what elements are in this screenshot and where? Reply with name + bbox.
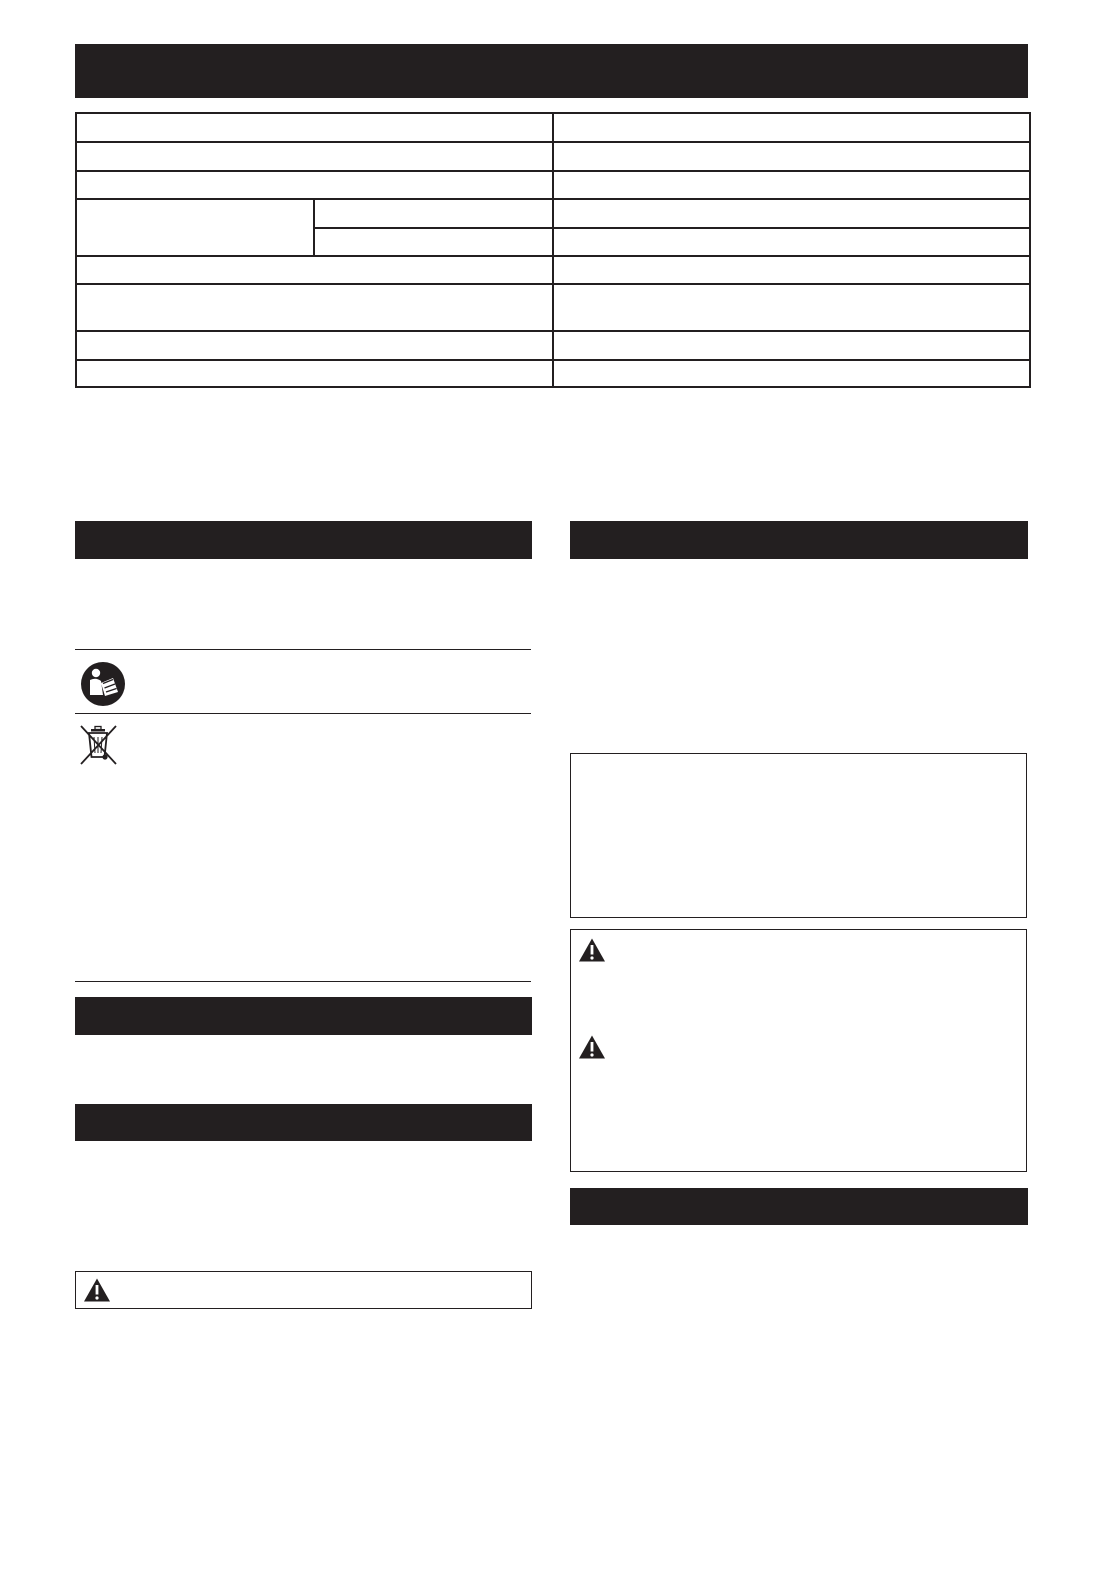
spec-value — [553, 228, 1030, 256]
divider — [75, 713, 531, 714]
spec-value — [553, 331, 1030, 360]
spec-sublabel — [314, 199, 553, 228]
spec-label — [76, 113, 553, 142]
spec-label — [76, 256, 553, 284]
spec-group-label — [76, 199, 314, 256]
spec-label — [76, 142, 553, 171]
spec-label — [76, 360, 553, 387]
divider — [75, 649, 531, 650]
spec-value — [553, 284, 1030, 331]
declaration-box — [570, 753, 1027, 918]
table-row — [76, 256, 1030, 284]
spec-value — [553, 360, 1030, 387]
table-row — [76, 284, 1030, 331]
table-row — [76, 142, 1030, 171]
spec-value — [553, 199, 1030, 228]
read-manual-icon — [80, 661, 126, 707]
vibration-section-bar — [570, 521, 1028, 559]
warning-triangle-icon — [83, 1277, 111, 1303]
spec-label — [76, 331, 553, 360]
spec-sublabel — [314, 228, 553, 256]
warning-triangle-icon — [578, 1034, 606, 1060]
spec-label — [76, 284, 553, 331]
spec-value — [553, 256, 1030, 284]
divider — [75, 981, 531, 982]
table-row — [76, 331, 1030, 360]
crossed-out-bin-icon — [79, 724, 119, 766]
specifications-table — [75, 112, 1031, 388]
safety-section-bar — [570, 1188, 1028, 1225]
warning-triangle-icon — [578, 937, 606, 963]
warnings-box — [570, 929, 1027, 1172]
table-row — [76, 171, 1030, 199]
noise-section-bar — [75, 1104, 532, 1141]
table-row — [76, 113, 1030, 142]
spec-value — [553, 142, 1030, 171]
spec-value — [553, 113, 1030, 142]
table-row — [76, 199, 1030, 228]
warning-box — [75, 1271, 532, 1309]
spec-label — [76, 171, 553, 199]
table-row — [76, 360, 1030, 387]
specifications-title-bar — [75, 44, 1028, 98]
spec-value — [553, 171, 1030, 199]
intended-use-section-bar — [75, 997, 532, 1035]
symbols-section-bar — [75, 521, 532, 559]
